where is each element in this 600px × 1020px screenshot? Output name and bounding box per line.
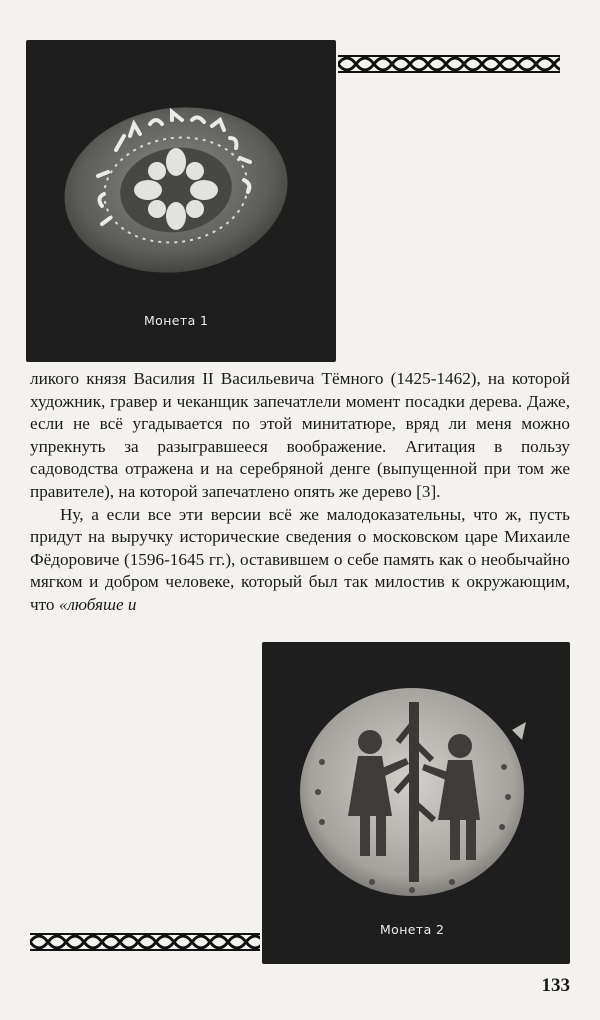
braid-ornament-bottom — [30, 930, 260, 954]
paragraph-2-quote: «любяше и — [58, 594, 137, 614]
page-number: 133 — [541, 975, 570, 996]
body-text — [30, 368, 570, 617]
figure-1-caption: Монета 1 — [144, 313, 209, 328]
braid-ornament-top — [338, 52, 560, 76]
paragraph-1: ликого князя Василия II Васильевича Тёмного (1425-1462), на которой художник, гравер и чеканщик запечатлели момент посадки дерева. Даже, если не всё угадывается по этой минитатюре, вряд ли меня можно упрекнуть за разыгравшееся воображение. Агитация в пользу садоводства отражена и на серебряной денге (выпущенной при том же правителе), на которой запечатлено опять же дерево [3]. — [30, 369, 570, 501]
coin-figure-2 — [262, 642, 570, 964]
coin-2-image — [262, 642, 570, 964]
paragraph-2-text: Ну, а если все эти версии всё же малодоказательны, что ж, пусть придут на выручку исторические сведения о московском царе Михаиле Фёдоровиче (1596-1645 гг.), оставившем о себе память как о необычайно мягком и добром человеке, который был так милостив к окружающим, что — [30, 504, 570, 614]
paragraph-2 — [30, 504, 570, 617]
coin-figure-1 — [26, 40, 336, 362]
figure-2-caption: Монета 2 — [380, 922, 445, 937]
